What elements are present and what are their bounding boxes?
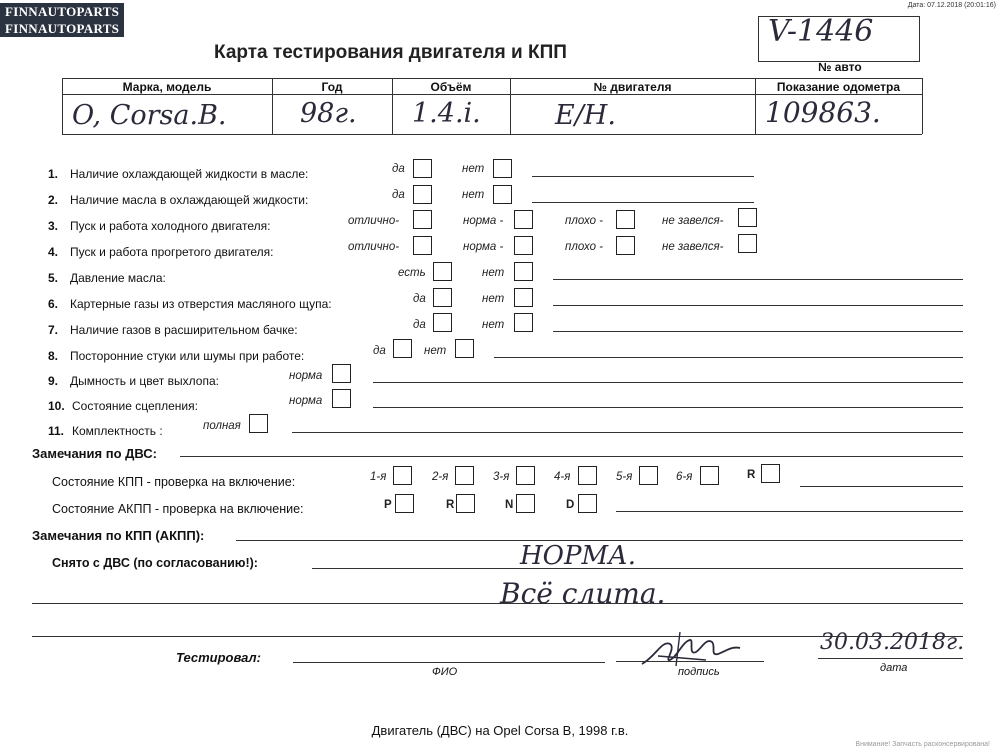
q6-no-checkbox[interactable] xyxy=(514,288,533,307)
gear-5-checkbox[interactable] xyxy=(639,466,658,485)
q4-no-start-checkbox[interactable] xyxy=(738,234,757,253)
photo-caption: Двигатель (ДВС) на Opel Corsa B, 1998 г.в. xyxy=(371,723,629,738)
value-odometer: 109863. xyxy=(765,96,881,129)
gear-3-label: 3-я xyxy=(493,471,510,483)
q4-bad-checkbox[interactable] xyxy=(616,236,635,255)
q7-no-checkbox[interactable] xyxy=(514,313,533,332)
q4-option-excellent-label: отлично- xyxy=(348,241,400,253)
header-year: Год xyxy=(321,80,343,94)
header-odometer: Показание одометра xyxy=(776,80,901,94)
mode-d-checkbox[interactable] xyxy=(578,494,597,513)
header-volume: Объём xyxy=(430,80,472,94)
q4-excellent-checkbox[interactable] xyxy=(413,236,432,255)
gear-1-label: 1-я xyxy=(370,471,387,483)
date-label: дата xyxy=(880,662,908,674)
watermark-logo-secondary: FINNAUTOPARTS xyxy=(0,20,124,37)
q5-option-yes-label: есть xyxy=(398,267,426,279)
q1-text: Наличие охлаждающей жидкости в масле: xyxy=(70,167,309,181)
q6-notes-line xyxy=(553,305,963,306)
q7-yes-checkbox[interactable] xyxy=(433,313,452,332)
gear-4-checkbox[interactable] xyxy=(578,466,597,485)
q4-option-bad-label: плохо - xyxy=(565,241,603,253)
q11-number: 11. xyxy=(48,424,65,438)
gear-5-label: 5-я xyxy=(616,471,633,483)
q3-bad-checkbox[interactable] xyxy=(616,210,635,229)
mode-n-checkbox[interactable] xyxy=(516,494,535,513)
q3-normal-checkbox[interactable] xyxy=(514,210,533,229)
q1-no-checkbox[interactable] xyxy=(493,159,512,178)
gear-reverse-checkbox[interactable] xyxy=(761,464,780,483)
value-volume: 1.4.i. xyxy=(412,98,481,129)
q7-option-yes-label: да xyxy=(413,319,426,331)
engine-remarks-label: Замечания по ДВС: xyxy=(32,446,157,461)
gearbox-check-label: Состояние КПП - проверка на включение: xyxy=(52,475,296,489)
q5-notes-line xyxy=(553,279,963,280)
date-line xyxy=(818,658,963,659)
q2-no-checkbox[interactable] xyxy=(493,185,512,204)
q4-option-no-start-label: не завелся- xyxy=(662,241,724,253)
q2-yes-checkbox[interactable] xyxy=(413,185,432,204)
q3-excellent-checkbox[interactable] xyxy=(413,210,432,229)
tested-by-label: Тестировал: xyxy=(176,650,261,665)
q3-option-bad-label: плохо - xyxy=(565,215,603,227)
q8-option-no-label: нет xyxy=(424,345,447,357)
car-number-label: № авто xyxy=(818,60,862,74)
mode-p-label: P xyxy=(384,499,392,511)
q9-normal-checkbox[interactable] xyxy=(332,364,351,383)
q2-option-yes-label: да xyxy=(392,189,405,201)
gear-reverse-label: R xyxy=(747,469,756,481)
q5-no-checkbox[interactable] xyxy=(514,262,533,281)
q8-number: 8. xyxy=(48,349,59,363)
gear-2-checkbox[interactable] xyxy=(455,466,474,485)
removed-label: Снято с ДВС (по согласованию!): xyxy=(52,556,258,570)
q11-option-complete-label: полная xyxy=(203,420,241,432)
q10-number: 10. xyxy=(48,399,65,413)
q1-notes-line xyxy=(532,176,754,177)
gear-4-label: 4-я xyxy=(554,471,571,483)
gear-3-checkbox[interactable] xyxy=(516,466,535,485)
q11-complete-checkbox[interactable] xyxy=(249,414,268,433)
q4-text: Пуск и работа прогретого двигателя: xyxy=(70,245,274,259)
car-number-value: V-1446 xyxy=(768,14,874,49)
gear-6-label: 6-я xyxy=(676,471,693,483)
gear-1-checkbox[interactable] xyxy=(393,466,412,485)
q8-notes-line xyxy=(494,357,963,358)
faint-note: Внимание! Запчасть расконсервирована! xyxy=(855,741,990,748)
q1-option-yes-label: да xyxy=(392,163,405,175)
q7-number: 7. xyxy=(48,323,59,337)
q6-option-yes-label: да xyxy=(413,293,426,305)
header-engine-number: № двигателя xyxy=(593,80,672,94)
q6-text: Картерные газы из отверстия масляного щупа: xyxy=(70,297,332,311)
mode-n-label: N xyxy=(505,499,514,511)
q3-option-excellent-label: отлично- xyxy=(348,215,400,227)
q7-notes-line xyxy=(553,331,963,332)
q1-option-no-label: нет xyxy=(462,163,485,175)
q2-option-no-label: нет xyxy=(462,189,485,201)
mode-r-checkbox[interactable] xyxy=(456,494,475,513)
q8-no-checkbox[interactable] xyxy=(455,339,474,358)
q3-option-normal-label: норма - xyxy=(463,215,504,227)
gear-6-checkbox[interactable] xyxy=(700,466,719,485)
q7-option-no-label: нет xyxy=(482,319,505,331)
mode-p-checkbox[interactable] xyxy=(395,494,414,513)
form-title: Карта тестирования двигателя и КПП xyxy=(214,42,567,63)
q9-notes-line xyxy=(373,382,963,383)
tested-by-line xyxy=(293,662,605,663)
q2-notes-line xyxy=(532,202,754,203)
q9-option-normal-label: норма xyxy=(289,370,323,382)
q1-number: 1. xyxy=(48,167,59,181)
q8-text: Посторонние стуки или шумы при работе: xyxy=(70,349,305,363)
engine-remarks-line xyxy=(180,456,963,457)
watermark-logo: FINNAUTOPARTS xyxy=(0,3,124,20)
q8-option-yes-label: да xyxy=(373,345,386,357)
q5-text: Давление масла: xyxy=(70,271,166,285)
q10-normal-checkbox[interactable] xyxy=(332,389,351,408)
value-engine-number: Е/Н. xyxy=(555,100,616,131)
q5-option-no-label: нет xyxy=(482,267,505,279)
q3-option-no-start-label: не завелся- xyxy=(662,215,724,227)
removed-handwriting-line2: Всё слита. xyxy=(500,577,666,610)
q2-text: Наличие масла в охлаждающей жидкости: xyxy=(70,193,309,207)
removed-handwriting-line1: НОРМА. xyxy=(520,541,637,571)
q7-text: Наличие газов в расширительном бачке: xyxy=(70,323,298,337)
gearbox-remarks-label: Замечания по КПП (АКПП): xyxy=(32,528,205,543)
gearbox-notes-line xyxy=(800,486,963,487)
q8-yes-checkbox[interactable] xyxy=(393,339,412,358)
q3-number: 3. xyxy=(48,219,59,233)
q6-number: 6. xyxy=(48,297,59,311)
removed-line-2 xyxy=(32,603,963,604)
q9-number: 9. xyxy=(48,374,59,388)
name-label: ФИО xyxy=(432,666,458,678)
q9-text: Дымность и цвет выхлопа: xyxy=(70,374,219,388)
auto-gearbox-notes-line xyxy=(616,511,963,512)
q5-number: 5. xyxy=(48,271,59,285)
q4-normal-checkbox[interactable] xyxy=(514,236,533,255)
mode-d-label: D xyxy=(566,499,575,511)
q3-no-start-checkbox[interactable] xyxy=(738,208,757,227)
q10-text: Состояние сцепления: xyxy=(72,399,198,413)
signature-label: подпись xyxy=(678,666,720,678)
q11-text: Комплектность : xyxy=(72,424,163,438)
header-make-model: Марка, модель xyxy=(122,80,212,94)
mode-r-label: R xyxy=(446,499,455,511)
date-value: 30.03.2018г. xyxy=(820,630,965,655)
q10-notes-line xyxy=(373,407,963,408)
q3-text: Пуск и работа холодного двигателя: xyxy=(70,219,271,233)
value-year: 98г. xyxy=(300,98,357,129)
q11-notes-line xyxy=(292,432,963,433)
q5-yes-checkbox[interactable] xyxy=(433,262,452,281)
q4-option-normal-label: норма - xyxy=(463,241,504,253)
removed-line xyxy=(312,568,963,569)
q10-option-normal-label: норма xyxy=(289,395,323,407)
q1-yes-checkbox[interactable] xyxy=(413,159,432,178)
q2-number: 2. xyxy=(48,193,59,207)
q6-yes-checkbox[interactable] xyxy=(433,288,452,307)
gear-2-label: 2-я xyxy=(432,471,449,483)
signature-line xyxy=(616,661,764,662)
value-make-model: O, Corsa.B. xyxy=(72,100,227,131)
auto-gearbox-check-label: Состояние АКПП - проверка на включение: xyxy=(52,502,304,516)
q4-number: 4. xyxy=(48,245,59,259)
timestamp-stamp: Дата: 07.12.2018 (20:01:16) xyxy=(907,2,996,9)
q6-option-no-label: нет xyxy=(482,293,505,305)
